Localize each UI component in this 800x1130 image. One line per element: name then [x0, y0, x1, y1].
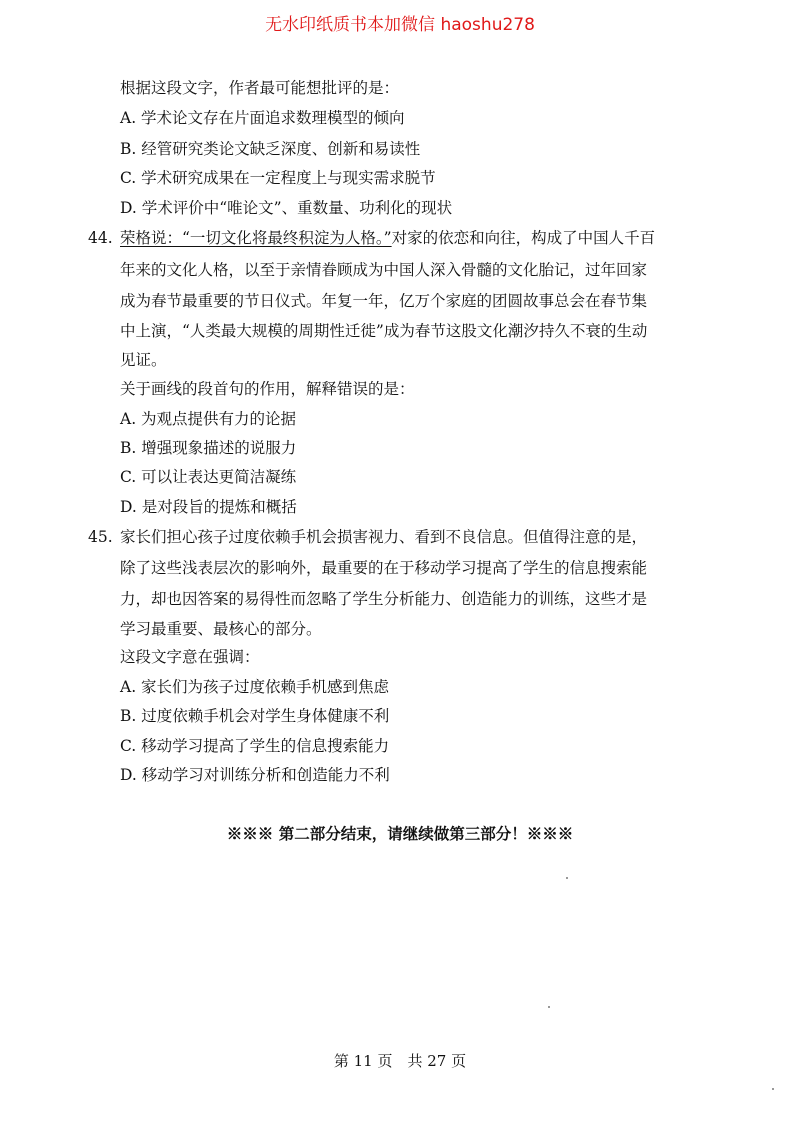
q44-number: 44.: [88, 229, 113, 247]
q43-option-b: B. 经管研究类论文缺乏深度、创新和易读性: [120, 140, 421, 158]
q44-option-c: C. 可以让表达更简洁凝练: [120, 468, 297, 486]
q44-line-5: 见证。: [120, 351, 167, 369]
q43-option-d: D. 学术评价中“唯论文”、重数量、功利化的现状: [120, 199, 453, 217]
q45-option-d: D. 移动学习对训练分析和创造能力不利: [120, 766, 390, 784]
q45-number: 45.: [88, 528, 113, 546]
q44-line-4: 中上演，“人类最大规模的周期性迁徙”成为春节这股文化潮汐持久不衰的生动: [120, 322, 648, 340]
q45-option-b: B. 过度依赖手机会对学生身体健康不利: [120, 707, 390, 725]
q44-line1-rest: 对家的依恋和向往，构成了中国人千百: [391, 229, 656, 247]
q45-option-c: C. 移动学习提高了学生的信息搜索能力: [120, 737, 390, 755]
q45-option-a: A. 家长们为孩子过度依赖手机感到焦虑: [120, 678, 390, 696]
q43-option-c: C. 学术研究成果在一定程度上与现实需求脱节: [120, 169, 436, 187]
q45-line-1: 家长们担心孩子过度依赖手机会损害视力、看到不良信息。但值得注意的是，: [120, 528, 648, 546]
q43-prompt: 根据这段文字，作者最可能想批评的是：: [120, 79, 400, 97]
q44-option-d: D. 是对段旨的提炼和概括: [120, 498, 297, 516]
q45-line-3: 力，却也因答案的易得性而忽略了学生分析能力、创造能力的训练，这些才是: [120, 590, 648, 608]
scan-speck: [548, 1006, 550, 1008]
q44-prompt: 关于画线的段首句的作用，解释错误的是：: [120, 380, 415, 398]
scan-speck: [566, 877, 568, 879]
q44-option-a: A. 为观点提供有力的论据: [120, 410, 297, 428]
q45-prompt: 这段文字意在强调：: [120, 648, 260, 666]
q43-option-a: A. 学术论文存在片面追求数理模型的倾向: [120, 109, 405, 127]
q44-underlined-sentence: 荣格说：“一切文化将最终积淀为人格。”: [120, 229, 392, 247]
section-end-note: ※※※ 第二部分结束，请继续做第三部分！※※※: [226, 824, 574, 843]
page-number-footer: 第 11 页 共 27 页: [333, 1052, 467, 1070]
q45-line-4: 学习最重要、最核心的部分。: [120, 620, 322, 638]
watermark-text: 无水印纸质书本加微信 haoshu278: [265, 15, 535, 35]
scan-speck: [772, 1088, 774, 1090]
q44-option-b: B. 增强现象描述的说服力: [120, 439, 297, 457]
q45-line-2: 除了这些浅表层次的影响外，最重要的在于移动学习提高了学生的信息搜索能: [120, 559, 648, 577]
q44-line-1: [120, 228, 655, 248]
q44-line-2: 年来的文化人格，以至于亲情眷顾成为中国人深入骨髓的文化胎记，过年回家: [120, 261, 648, 279]
q44-line-3: 成为春节最重要的节日仪式。年复一年，亿万个家庭的团圆故事总会在春节集: [120, 292, 648, 310]
